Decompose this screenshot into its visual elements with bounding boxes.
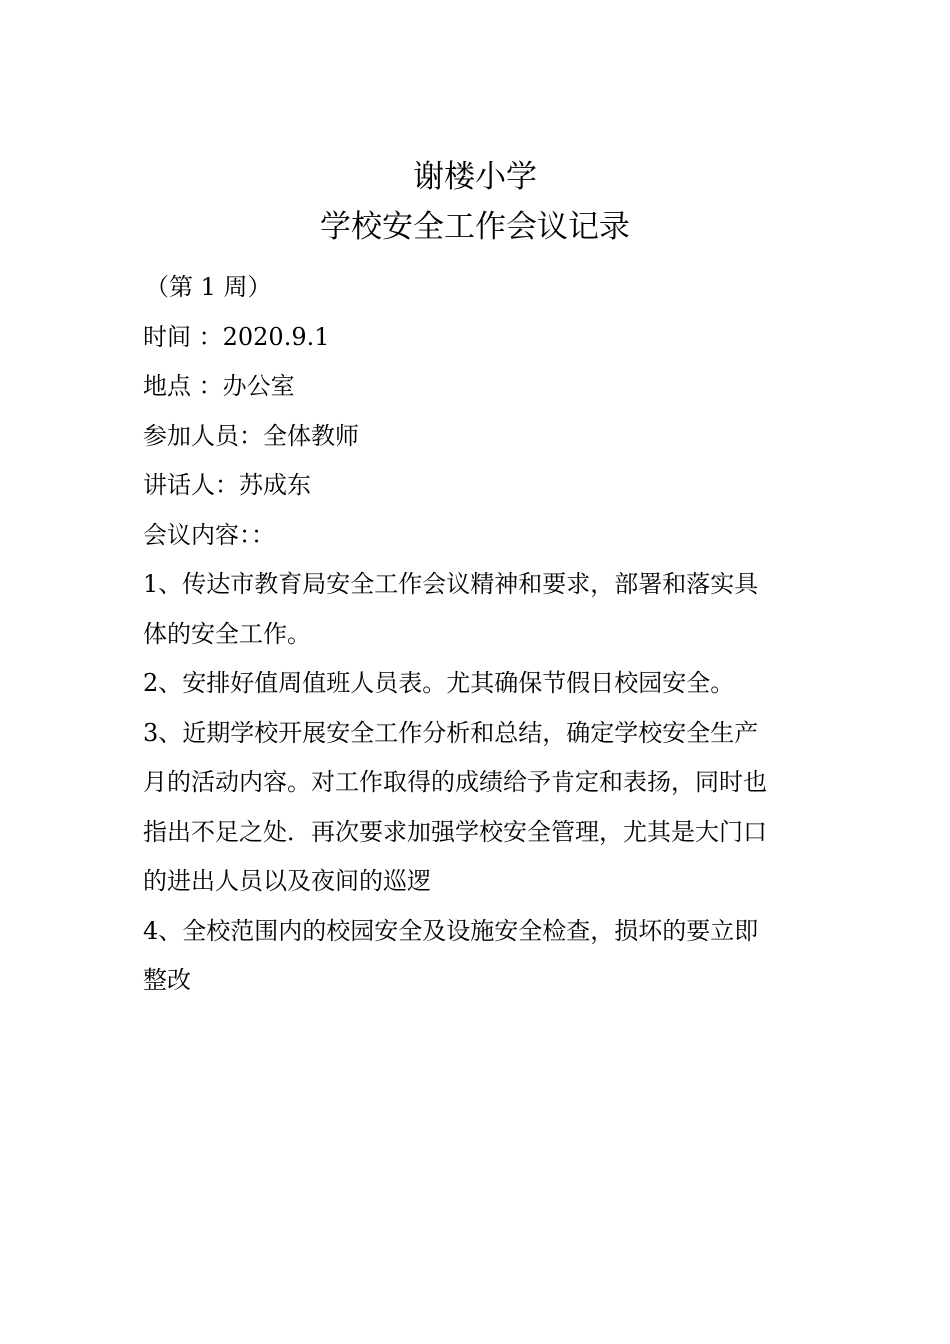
content-item-1 bbox=[143, 560, 811, 659]
content-item-line: 月的活动内容。对工作取得的成绩给予肯定和表扬，同时也 bbox=[143, 768, 767, 796]
content-item-line: 4、全校范围内的校园安全及设施安全检查，损坏的要立即 bbox=[143, 916, 759, 945]
content-item-line: 整改 bbox=[143, 966, 191, 994]
content-item-line: 指出不足之处．再次要求加强学校安全管理，尤其是大门口 bbox=[143, 817, 767, 846]
meeting-attendees: 参加人员：全体教师 bbox=[143, 421, 359, 450]
content-item-line: 的进出人员以及夜间的巡逻 bbox=[143, 867, 431, 895]
school-name: 谢楼小学 bbox=[413, 159, 537, 195]
content-item-2 bbox=[143, 659, 811, 709]
content-item-3 bbox=[143, 709, 811, 907]
content-item-line: 3、近期学校开展安全工作分析和总结，确定学校安全生产 bbox=[143, 718, 759, 747]
content-heading: 会议内容：： bbox=[143, 520, 275, 549]
content-item-4 bbox=[143, 907, 811, 1006]
document-title: 学校安全工作会议记录 bbox=[320, 209, 630, 245]
content-item-line: 2、安排好值周值班人员表。尤其确保节假日校园安全。 bbox=[143, 669, 735, 697]
meeting-speaker: 讲话人：苏成东 bbox=[143, 471, 311, 499]
content-item-line: 体的安全工作。 bbox=[143, 619, 311, 648]
meeting-location: 地点 ：办公室 bbox=[143, 372, 295, 400]
week-label: （第 1 周） bbox=[145, 273, 272, 301]
content-item-line: 1、传达市教育局安全工作会议精神和要求，部署和落实具 bbox=[143, 570, 759, 598]
document-body bbox=[143, 263, 811, 1006]
meeting-time: 时间 ：2020.9.1 bbox=[143, 322, 330, 351]
